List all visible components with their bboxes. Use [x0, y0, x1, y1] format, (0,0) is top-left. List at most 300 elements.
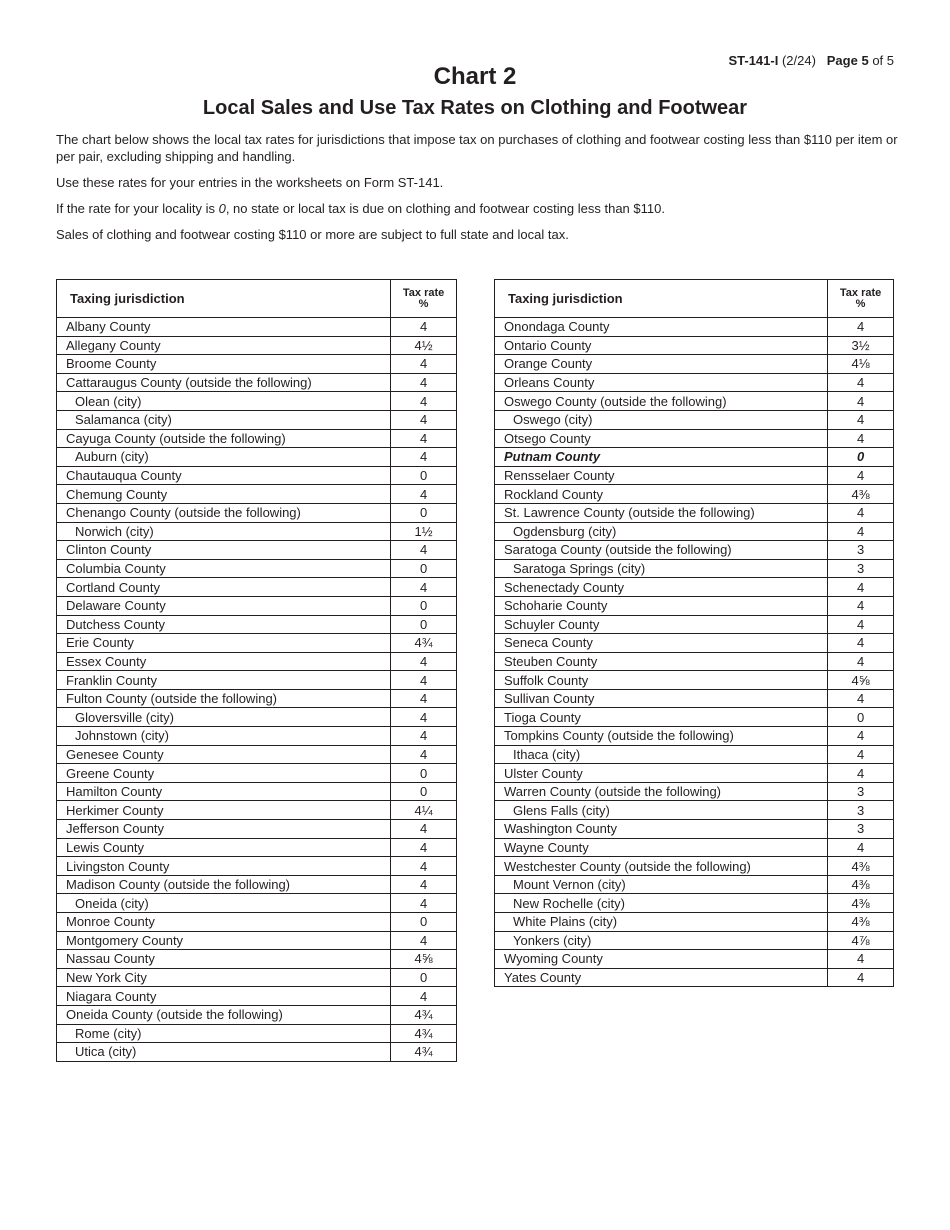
jurisdiction-cell: [495, 671, 828, 690]
tax-rate-cell: 4⅞: [828, 931, 894, 950]
jurisdiction-cell: [495, 466, 828, 485]
tax-rate-cell: 4: [391, 541, 457, 560]
jurisdiction-cell: [57, 318, 391, 337]
tax-rate-cell: 4: [391, 708, 457, 727]
jurisdiction-cell: [495, 503, 828, 522]
jurisdiction-name: Auburn (city): [75, 449, 149, 465]
tax-rate-cell: 4: [391, 875, 457, 894]
table-row: [495, 503, 894, 522]
jurisdiction-cell: [495, 596, 828, 615]
tax-rate-cell: 4: [828, 838, 894, 857]
jurisdiction-name: Tompkins County (outside the following): [504, 728, 734, 744]
jurisdiction-cell: [495, 950, 828, 969]
jurisdiction-name: Schenectady County: [504, 579, 624, 595]
tax-rate-cell: 3: [828, 820, 894, 839]
table-row: [57, 448, 457, 467]
tax-rate-cell: 4: [391, 689, 457, 708]
table-row: [57, 782, 457, 801]
table-row: [495, 448, 894, 467]
tax-rate-cell: 3: [828, 801, 894, 820]
tax-rate-cell: 3: [828, 782, 894, 801]
tax-rate-cell: 0: [391, 503, 457, 522]
jurisdiction-cell: [57, 764, 391, 783]
table-row: [57, 578, 457, 597]
tax-rate-cell: 4: [391, 745, 457, 764]
table-row: [57, 429, 457, 448]
jurisdiction-cell: [57, 801, 391, 820]
jurisdiction-cell: [57, 931, 391, 950]
jurisdiction-cell: [495, 318, 828, 337]
jurisdiction-cell: [57, 857, 391, 876]
intro-p3-italic: 0: [218, 201, 226, 216]
jurisdiction-name: Nassau County: [66, 951, 155, 967]
tax-rate-cell: 4¾: [391, 1043, 457, 1062]
table-row: [495, 764, 894, 783]
jurisdiction-header: Taxing jurisdiction: [57, 280, 391, 318]
table-row: [495, 336, 894, 355]
jurisdiction-cell: [57, 727, 391, 746]
tax-rate-cell: 4⅜: [828, 913, 894, 932]
jurisdiction-cell: [57, 708, 391, 727]
jurisdiction-name: Broome County: [66, 356, 157, 372]
table-row: [495, 875, 894, 894]
table-row: [495, 522, 894, 541]
jurisdiction-name: White Plains (city): [513, 914, 618, 930]
tax-rate-cell: 4: [828, 578, 894, 597]
tax-rate-cell: 0: [391, 913, 457, 932]
jurisdiction-name: Salamanca (city): [75, 412, 172, 428]
table-row: [57, 485, 457, 504]
jurisdiction-cell: [57, 392, 391, 411]
tax-rate-cell: 1½: [391, 522, 457, 541]
jurisdiction-name: Franklin County: [66, 672, 158, 688]
tax-rate-cell: 4: [828, 392, 894, 411]
jurisdiction-name: Fulton County (outside the following): [66, 691, 278, 707]
table-row: [57, 1024, 457, 1043]
table-row: [57, 913, 457, 932]
table-row: [57, 727, 457, 746]
jurisdiction-name: Oswego County (outside the following): [504, 393, 727, 409]
jurisdiction-name: Rockland County: [504, 486, 603, 502]
jurisdiction-cell: [495, 410, 828, 429]
table-row: [57, 987, 457, 1006]
table-row: [57, 857, 457, 876]
rates-table-right: [494, 279, 894, 987]
tax-rate-cell: 4: [828, 727, 894, 746]
jurisdiction-name: Otsego County: [504, 430, 591, 446]
table-row: [57, 466, 457, 485]
jurisdiction-cell: [495, 894, 828, 913]
jurisdiction-cell: [495, 355, 828, 374]
tax-rate-cell: 4: [828, 503, 894, 522]
table-row: [495, 559, 894, 578]
table-row: [57, 671, 457, 690]
jurisdiction-cell: [57, 950, 391, 969]
tax-rate-cell: 4: [391, 652, 457, 671]
jurisdiction-name: New Rochelle (city): [513, 895, 625, 911]
jurisdiction-name: Steuben County: [504, 653, 598, 669]
tax-rate-cell: 4: [391, 355, 457, 374]
jurisdiction-name: Genesee County: [66, 746, 164, 762]
table-row: [57, 355, 457, 374]
table-row: [495, 950, 894, 969]
jurisdiction-name: Sullivan County: [504, 691, 595, 707]
jurisdiction-name: Mount Vernon (city): [513, 877, 626, 893]
table-row: [495, 615, 894, 634]
table-row: [495, 689, 894, 708]
jurisdiction-name: Ithaca (city): [513, 746, 581, 762]
form-date: (2/24): [781, 53, 816, 68]
table-row: [495, 708, 894, 727]
tax-rate-cell: 4¾: [391, 1005, 457, 1024]
table-row: [495, 466, 894, 485]
tax-rate-cell: 0: [391, 782, 457, 801]
jurisdiction-cell: [57, 745, 391, 764]
intro-paragraph-1: The chart below shows the local tax rates for jurisdictions that impose tax on purchases of clothing and footwear costing less than $110 per item or per pair, excluding shipping and handling.: [56, 132, 898, 164]
jurisdiction-cell: [495, 820, 828, 839]
tax-rate-cell: 4¼: [391, 801, 457, 820]
tax-rate-cell: 4: [391, 894, 457, 913]
tax-rate-cell: 4: [828, 652, 894, 671]
jurisdiction-cell: [57, 913, 391, 932]
tax-rate-cell: 4: [828, 745, 894, 764]
jurisdiction-name: Herkimer County: [66, 802, 164, 818]
jurisdiction-name: Oswego (city): [513, 412, 593, 428]
table-row: [495, 857, 894, 876]
jurisdiction-cell: [57, 1024, 391, 1043]
tax-rate-cell: 4⅜: [828, 875, 894, 894]
table-row: [495, 541, 894, 560]
table-row: [495, 634, 894, 653]
page-number: Page 5: [826, 53, 869, 68]
table-row: [495, 318, 894, 337]
jurisdiction-name: Oneida County (outside the following): [66, 1007, 283, 1023]
table-row: [57, 1043, 457, 1062]
jurisdiction-name: Lewis County: [66, 839, 145, 855]
tax-rate-header: [828, 280, 894, 318]
tax-rate-cell: 0: [391, 596, 457, 615]
table-row: [57, 764, 457, 783]
jurisdiction-cell: [57, 689, 391, 708]
jurisdiction-cell: [495, 652, 828, 671]
tax-rate-cell: 0: [391, 764, 457, 783]
tax-rate-header-line1: Tax rate: [402, 286, 445, 299]
tax-rate-cell: 4: [391, 485, 457, 504]
jurisdiction-cell: [495, 634, 828, 653]
jurisdiction-name: Allegany County: [66, 337, 161, 353]
tax-rate-cell: 3½: [828, 336, 894, 355]
table-row: [495, 968, 894, 987]
tax-rate-cell: 4: [391, 820, 457, 839]
jurisdiction-name: Glens Falls (city): [513, 802, 610, 818]
jurisdiction-name: Livingston County: [66, 858, 170, 874]
jurisdiction-name: Chemung County: [66, 486, 168, 502]
jurisdiction-name: Saratoga County (outside the following): [504, 542, 732, 558]
jurisdiction-cell: [57, 987, 391, 1006]
table-row: [57, 541, 457, 560]
jurisdiction-name: Chenango County (outside the following): [66, 505, 301, 521]
jurisdiction-cell: [57, 596, 391, 615]
jurisdiction-name: Washington County: [504, 821, 617, 837]
jurisdiction-name: Tioga County: [504, 709, 581, 725]
jurisdiction-cell: [495, 968, 828, 987]
intro-p3-before: If the rate for your locality is: [56, 201, 219, 216]
jurisdiction-name: Saratoga Springs (city): [513, 561, 646, 577]
jurisdiction-name: Rensselaer County: [504, 468, 615, 484]
table-row: [495, 913, 894, 932]
jurisdiction-name: Schuyler County: [504, 616, 600, 632]
tax-rate-cell: 4: [828, 596, 894, 615]
page-subtitle: Local Sales and Use Tax Rates on Clothing and Footwear: [202, 97, 748, 119]
tax-rate-cell: 4: [391, 857, 457, 876]
tax-rate-cell: 4¾: [391, 634, 457, 653]
table-row: [495, 578, 894, 597]
jurisdiction-cell: [495, 373, 828, 392]
tax-rate-cell: 4: [828, 968, 894, 987]
table-row: [57, 745, 457, 764]
jurisdiction-cell: [57, 336, 391, 355]
table-row: [57, 410, 457, 429]
table-row: [57, 820, 457, 839]
tax-rate-cell: 4: [391, 392, 457, 411]
table-row: [57, 596, 457, 615]
table-row: [57, 931, 457, 950]
tax-rate-cell: 4: [391, 987, 457, 1006]
table-row: [495, 429, 894, 448]
jurisdiction-cell: [57, 559, 391, 578]
jurisdiction-name: Cattaraugus County (outside the following): [66, 375, 312, 391]
tax-rate-cell: 0: [828, 708, 894, 727]
jurisdiction-cell: [57, 485, 391, 504]
jurisdiction-name: Madison County (outside the following): [66, 877, 291, 893]
jurisdiction-name: Wayne County: [504, 839, 589, 855]
jurisdiction-name: Norwich (city): [75, 523, 154, 539]
tax-rate-cell: 4: [391, 373, 457, 392]
form-code: ST-141-I: [728, 53, 779, 68]
tax-rate-header: [391, 280, 457, 318]
jurisdiction-name: Orleans County: [504, 375, 595, 391]
jurisdiction-cell: [57, 968, 391, 987]
table-row: [495, 355, 894, 374]
jurisdiction-cell: [495, 801, 828, 820]
jurisdiction-cell: [495, 838, 828, 857]
tax-rate-cell: 4: [828, 429, 894, 448]
tax-rate-cell: 4: [828, 689, 894, 708]
intro-paragraph-2: Use these rates for your entries in the worksheets on Form ST-141.: [56, 175, 444, 190]
tax-rate-cell: 4: [391, 410, 457, 429]
jurisdiction-name: Westchester County (outside the following): [504, 858, 751, 874]
table-row: [57, 1005, 457, 1024]
tax-rate-header-line2: %: [855, 297, 866, 310]
jurisdiction-name: Seneca County: [504, 635, 593, 651]
table-row: [57, 968, 457, 987]
jurisdiction-cell: [57, 615, 391, 634]
table-row: [495, 931, 894, 950]
jurisdiction-cell: [495, 708, 828, 727]
jurisdiction-name: Clinton County: [66, 542, 152, 558]
tax-rate-cell: 0: [391, 968, 457, 987]
jurisdiction-cell: [57, 355, 391, 374]
jurisdiction-name: Rome (city): [75, 1025, 142, 1041]
table-row: [495, 392, 894, 411]
tax-rate-cell: 4: [391, 318, 457, 337]
jurisdiction-cell: [57, 1043, 391, 1062]
tax-rate-cell: 4⅜: [828, 485, 894, 504]
jurisdiction-cell: [57, 652, 391, 671]
table-row: [495, 727, 894, 746]
table-row: [57, 336, 457, 355]
jurisdiction-cell: [495, 392, 828, 411]
jurisdiction-name: Jefferson County: [66, 821, 165, 837]
tax-rate-header-line1: Tax rate: [839, 286, 882, 299]
table-row: [495, 410, 894, 429]
jurisdiction-cell: [495, 689, 828, 708]
table-row: [495, 596, 894, 615]
tax-rate-cell: 4: [391, 727, 457, 746]
table-row: [57, 615, 457, 634]
jurisdiction-cell: [495, 429, 828, 448]
table-row: [495, 485, 894, 504]
jurisdiction-name: Niagara County: [66, 988, 157, 1004]
jurisdiction-cell: [57, 1005, 391, 1024]
jurisdiction-name: Dutchess County: [66, 616, 165, 632]
table-row: [495, 801, 894, 820]
tax-rate-cell: 4: [391, 931, 457, 950]
table-row: [57, 894, 457, 913]
jurisdiction-cell: [495, 745, 828, 764]
tax-rate-cell: 4⅜: [828, 857, 894, 876]
tax-rate-cell: 0: [828, 448, 894, 467]
jurisdiction-name: Gloversville (city): [75, 709, 174, 725]
jurisdiction-name: Montgomery County: [66, 932, 184, 948]
tax-rate-header-line2: %: [418, 297, 429, 310]
table-row: [57, 652, 457, 671]
table-row: [495, 894, 894, 913]
tax-rate-cell: 0: [391, 559, 457, 578]
jurisdiction-cell: [57, 782, 391, 801]
rates-table-left: [56, 279, 457, 1062]
jurisdiction-cell: [495, 931, 828, 950]
table-row: [57, 559, 457, 578]
table-row: [57, 392, 457, 411]
jurisdiction-name: Warren County (outside the following): [504, 784, 722, 800]
jurisdiction-name: Putnam County: [504, 449, 601, 465]
tax-rate-cell: 4: [391, 838, 457, 857]
jurisdiction-cell: [495, 541, 828, 560]
jurisdiction-name: Erie County: [66, 635, 134, 651]
table-row: [495, 838, 894, 857]
tax-rate-cell: 0: [391, 466, 457, 485]
jurisdiction-name: Ogdensburg (city): [513, 523, 617, 539]
jurisdiction-name: Utica (city): [75, 1044, 137, 1060]
intro-p3-after: , no state or local tax is due on clothing and footwear costing less than $110.: [225, 201, 665, 216]
jurisdiction-cell: [57, 820, 391, 839]
jurisdiction-name: Columbia County: [66, 561, 166, 577]
jurisdiction-name: Hamilton County: [66, 784, 163, 800]
jurisdiction-cell: [57, 429, 391, 448]
jurisdiction-cell: [495, 857, 828, 876]
jurisdiction-cell: [57, 541, 391, 560]
table-row: [495, 745, 894, 764]
tax-rate-cell: 4½: [391, 336, 457, 355]
jurisdiction-cell: [57, 410, 391, 429]
tax-rate-cell: 4⅛: [828, 355, 894, 374]
jurisdiction-name: Onondaga County: [504, 319, 610, 335]
jurisdiction-cell: [57, 373, 391, 392]
tax-rate-cell: 4¾: [391, 1024, 457, 1043]
tax-rate-cell: 3: [828, 559, 894, 578]
jurisdiction-name: New York City: [66, 970, 147, 986]
jurisdiction-name: Olean (city): [75, 393, 142, 409]
jurisdiction-cell: [57, 875, 391, 894]
table-row: [57, 838, 457, 857]
jurisdiction-cell: [57, 503, 391, 522]
jurisdiction-cell: [57, 578, 391, 597]
tax-rate-cell: 4: [391, 429, 457, 448]
jurisdiction-cell: [495, 615, 828, 634]
jurisdiction-name: Yonkers (city): [513, 932, 592, 948]
tax-rate-cell: 4⅝: [391, 950, 457, 969]
jurisdiction-name: Delaware County: [66, 598, 166, 614]
tax-rate-cell: 4: [828, 615, 894, 634]
intro-paragraph-4: Sales of clothing and footwear costing $110 or more are subject to full state and local tax.: [56, 227, 569, 242]
jurisdiction-cell: [495, 559, 828, 578]
jurisdiction-cell: [495, 875, 828, 894]
table-row: [495, 820, 894, 839]
table-row: [57, 634, 457, 653]
tax-rate-cell: 0: [391, 615, 457, 634]
jurisdiction-name: Johnstown (city): [75, 728, 169, 744]
page-title: Chart 2: [433, 63, 517, 90]
jurisdiction-name: Chautauqua County: [66, 468, 182, 484]
jurisdiction-cell: [495, 727, 828, 746]
tax-rate-cell: 4: [828, 634, 894, 653]
jurisdiction-cell: [495, 782, 828, 801]
jurisdiction-cell: [495, 764, 828, 783]
jurisdiction-name: Ontario County: [504, 337, 592, 353]
jurisdiction-name: Yates County: [504, 970, 582, 986]
jurisdiction-name: Monroe County: [66, 914, 155, 930]
tax-rate-cell: 3: [828, 541, 894, 560]
intro-text: [56, 131, 898, 252]
jurisdiction-cell: [495, 522, 828, 541]
table-row: [57, 689, 457, 708]
jurisdiction-header: Taxing jurisdiction: [495, 280, 828, 318]
jurisdiction-name: Ulster County: [504, 765, 583, 781]
table-row: [57, 503, 457, 522]
jurisdiction-name: Essex County: [66, 653, 147, 669]
jurisdiction-cell: [57, 838, 391, 857]
jurisdiction-cell: [57, 671, 391, 690]
jurisdiction-cell: [495, 485, 828, 504]
table-row: [495, 671, 894, 690]
jurisdiction-cell: [57, 522, 391, 541]
jurisdiction-name: Orange County: [504, 356, 593, 372]
tax-rate-cell: 4: [828, 522, 894, 541]
tax-rate-cell: 4⅝: [828, 671, 894, 690]
tax-rate-cell: 4: [391, 578, 457, 597]
table-row: [57, 318, 457, 337]
jurisdiction-name: Suffolk County: [504, 672, 589, 688]
jurisdiction-name: Wyoming County: [504, 951, 603, 967]
jurisdiction-cell: [57, 466, 391, 485]
tax-rate-cell: 4: [828, 950, 894, 969]
tax-rate-cell: 4: [828, 410, 894, 429]
jurisdiction-name: Oneida (city): [75, 895, 149, 911]
tax-rate-cell: 4: [828, 764, 894, 783]
jurisdiction-cell: [57, 448, 391, 467]
tax-rate-cell: 4: [391, 448, 457, 467]
